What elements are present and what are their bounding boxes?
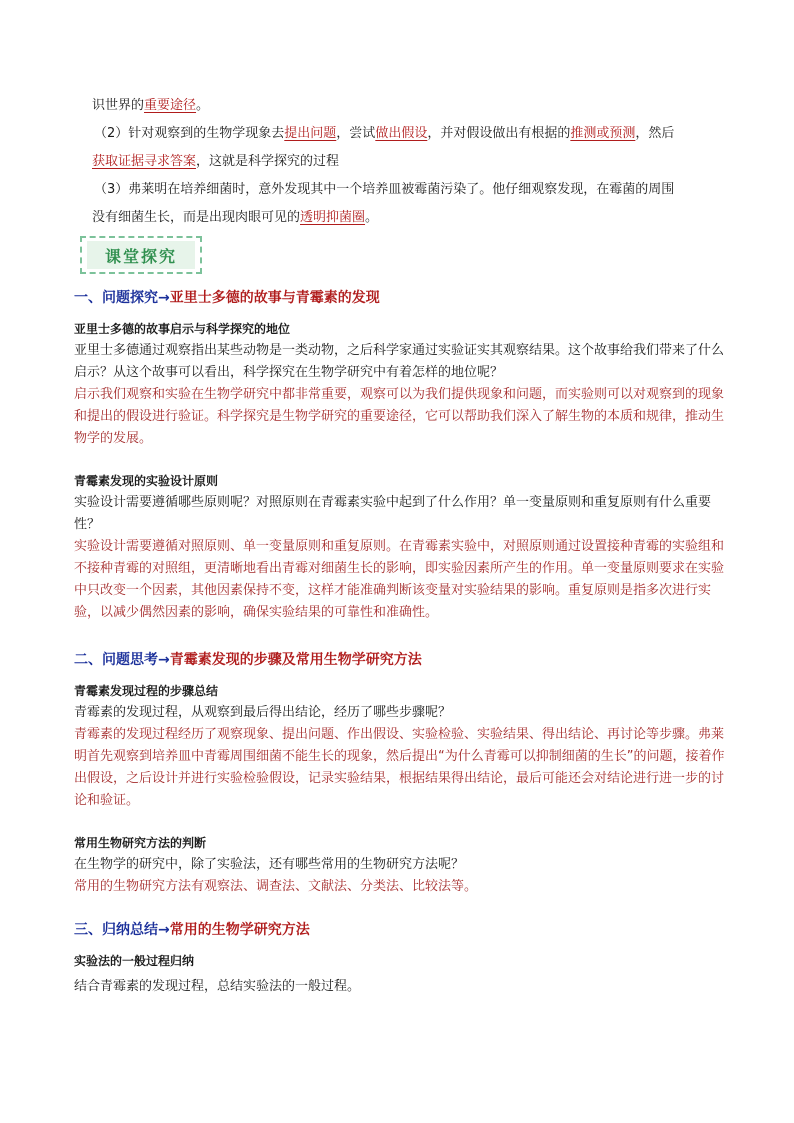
section-1 [74,288,726,624]
text: （2）针对观察到的生物学现象去 [94,126,285,141]
block [74,320,726,450]
section-label: 问题探究 [102,290,158,306]
intro-line-4: （3）弗莱明在培养细菌时，意外发现其中一个培养皿被霉菌污染了。他仔细观察发现，在霉菌的周围 [94,182,675,197]
block-title: 青霉素发现过程的步骤总结 [74,684,219,698]
underlined-term: 重要途径 [144,98,197,113]
section-label: 问题思考 [102,652,158,668]
block-question: 结合青霉素的发现过程，总结实验法的一般过程。 [74,979,361,994]
text: ，然后 [635,126,675,141]
underlined-term: 做出假设 [375,126,428,141]
section-topic: 常用的生物学研究方法 [169,922,310,938]
block-question: 在生物学的研究中，除了实验法，还有哪些常用的生物研究方法呢？ [74,857,465,872]
section-2-title [74,650,726,670]
block-answer: 青霉素的发现过程经历了观察现象、提出问题、作出假设、实验检验、实验结果、得出结论、再讨论等步骤。弗莱明首先观察到培养皿中青霉周围细菌不能生长的现象，然后提出“为什么青霉可以抑制细菌的生长”的问题，接着作出假设，之后设计并进行实验检验假设，记录实验结果，根据结果得出结论，最后可能还会对结论进行进一步的讨论和验证。 [74,727,725,808]
section-topic: 青霉素发现的步骤及常用生物学研究方法 [169,652,422,668]
arrow-icon: → [158,922,170,938]
section-2 [74,650,726,898]
section-number: 一、 [74,290,102,306]
block-title: 实验法的一般过程归纳 [74,954,195,968]
block-title: 常用生物研究方法的判断 [74,836,207,850]
block [74,952,726,998]
block-answer: 实验设计需要遵循对照原则、单一变量原则和重复原则。在青霉素实验中，对照原则通过设置接种青霉的实验组和不接种青霉的对照组，更清晰地看出青霉对细菌生长的影响，即实验因素所产生的作用。单一变量原则要求在实验中只改变一个因素，其他因素保持不变，这样才能准确判断该变量对实验结果的影响。重复原则是指多次进行实验，以减少偶然因素的影响，确保实验结果的可靠性和准确性。 [74,539,725,620]
block-question: 青霉素的发现过程，从观察到最后得出结论，经历了哪些步骤呢？ [74,705,452,720]
section-topic: 亚里士多德的故事与青霉素的发现 [169,290,380,306]
block-title: 亚里士多德的故事启示与科学探究的地位 [74,322,291,336]
block [74,682,726,812]
intro-line-2 [92,120,722,148]
arrow-icon: → [158,290,170,306]
section-number: 三、 [74,922,102,938]
block-title: 青霉素发现的实验设计原则 [74,474,219,488]
section-label: 归纳总结 [102,922,158,938]
section-3 [74,920,726,998]
section-badge [80,236,202,274]
block-question: 实验设计需要遵循哪些原则呢？对照原则在青霉素实验中起到了什么作用？单一变量原则和重复原则有什么重要性？ [74,495,712,532]
block [74,472,726,624]
intro-line-5 [92,204,722,232]
text: 。 [365,210,379,225]
underlined-term: 透明抑菌圈 [300,210,366,225]
text: ，这就是科学探究的过程 [196,154,340,169]
text: 没有细菌生长，而是出现肉眼可见的 [92,210,301,225]
intro-paragraphs [92,92,722,232]
block-question: 亚里士多德通过观察指出某些动物是一类动物，之后科学家通过实验证实其观察结果。这个故事给我们带来了什么启示？从这个故事可以看出，科学探究在生物学研究中有着怎样的地位呢？ [74,343,725,380]
underlined-term: 推测或预测 [570,126,636,141]
badge-label: 课堂探究 [87,241,195,269]
block-answer: 常用的生物研究方法有观察法、调查法、文献法、分类法、比较法等。 [74,879,478,894]
section-3-title [74,920,726,940]
block-answer: 启示我们观察和实验在生物学研究中都非常重要，观察可以为我们提供现象和问题，而实验则可以对观察到的现象和提出的假设进行验证。科学探究是生物学研究的重要途径，它可以帮助我们深入了解生物的本质和规律，推动生物学的发展。 [74,387,725,446]
intro-line-3 [92,148,722,176]
intro-line-1 [92,92,722,120]
section-1-title [74,288,726,308]
text: 识世界的 [92,98,145,113]
block [74,834,726,898]
text: 。 [196,98,210,113]
underlined-term: 获取证据寻求答案 [92,154,197,169]
underlined-term: 提出问题 [284,126,337,141]
text: ，尝试 [336,126,376,141]
text: ，并对假设做出有根据的 [427,126,571,141]
arrow-icon: → [158,652,170,668]
section-number: 二、 [74,652,102,668]
